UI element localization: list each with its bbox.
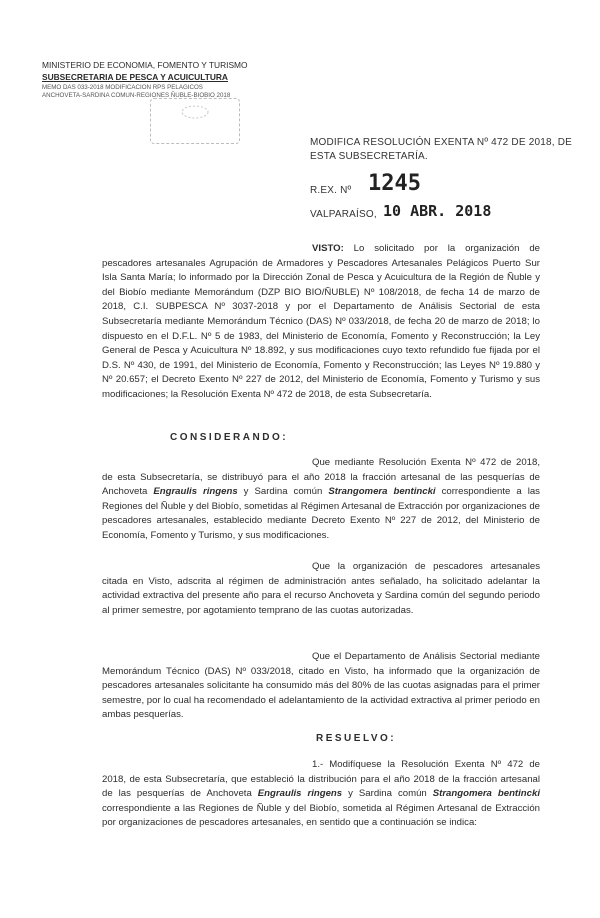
stamp-seal-icon: [180, 105, 210, 119]
visto-section: [102, 242, 540, 403]
reference-line-2: ESTA SUBSECRETARÍA.: [310, 151, 428, 162]
considerando-p1-text-a: Que mediante Resolución Exenta Nº 472 de 2018, de esta Subsecretaría, se distribuyó para el año 2018 la fracción artesanal de las pesquerías de Anchoveta: [102, 457, 540, 498]
resuelvo-p1-text-c: correspondiente a las Regiones de Ñuble y del Biobío, sometida al Régimen Artesanal de Extracción por organizaciones de pescadores artesanales, en sentido que a continuación se indica:: [102, 802, 540, 829]
visto-label: VISTO:: [312, 243, 344, 254]
considerando-paragraph-2: [102, 560, 540, 618]
reference-line-1: MODIFICA RESOLUCIÓN EXENTA Nº 472 DE 2018, DE: [310, 137, 572, 148]
ministry-name: MINISTERIO DE ECONOMIA, FOMENTO Y TURISMO: [42, 60, 248, 70]
resolution-date: 10 ABR. 2018: [383, 202, 492, 220]
species-name: Strangomera bentincki: [328, 486, 436, 498]
considerando-paragraph-1: [102, 456, 540, 544]
city-label: VALPARAÍSO,: [310, 209, 377, 220]
office-stamp: [150, 98, 240, 144]
memo-line-1: MEMO DAS 033-2018 MODIFICACION RPS PELAGICOS: [42, 84, 203, 91]
subsecretaria-name: SUBSECRETARIA DE PESCA Y ACUICULTURA: [42, 72, 228, 82]
rex-number: 1245: [368, 171, 421, 196]
considerando-p3-text: Que el Departamento de Análisis Sectorial mediante Memorándum Técnico (DAS) Nº 033/2018, citado en Visto, ha informado que la organización de pescadores artesanales solicitante ha consumido más del 80% de las cuotas asignadas para el primer semestre, por lo cual ha recomendado el adelantamiento de la actividad extractiva al primer periodo en ambas pesquerías.: [102, 651, 540, 721]
species-name: Engraulis ringens: [153, 486, 238, 498]
considerando-paragraph-3: [102, 650, 540, 723]
memo-line-2: ANCHOVETA-SARDINA COMUN-REGIONES ÑUBLE-BIOBIO 2018: [42, 92, 231, 99]
species-name: Strangomera bentincki: [432, 788, 540, 800]
considerando-title: CONSIDERANDO:: [170, 432, 289, 443]
resuelvo-paragraph-1: [102, 758, 540, 831]
species-name: Engraulis ringens: [257, 788, 343, 800]
considerando-p2-text: Que la organización de pescadores artesanales citada en Visto, adscrita al régimen de administración antes señalado, ha solicitado adelantar la actividad extractiva del presente año para el recurso Anchoveta y Sardina común del segundo periodo al primer semestre, por agotamiento temprano de las cuotas autorizadas.: [102, 561, 540, 616]
rex-label: R.EX. Nº: [310, 185, 352, 196]
considerando-p1-text-c: correspondiente a las Regiones del Ñuble y del Biobío, sometidas al Régimen Artesanal de Extracción por organizaciones de pescadores artesanales, establecido mediante Decreto Exento Nº 227 de 2012, del Ministerio de Economía, Fomento y Turismo, y sus modificaciones.: [102, 486, 540, 541]
resuelvo-p1-text-a: 1.- Modifíquese la Resolución Exenta Nº 472 de 2018, de esta Subsecretaría, que estableció la distribución para el año 2018 de la fracción artesanal de las pesquerías de Anchoveta: [102, 759, 540, 800]
visto-text: Lo solicitado por la organización de pescadores artesanales Agrupación de Armadores y Pescadores Artesanales Pelágicos Puerto Sur Isla Santa María; lo informado por la Dirección Zonal de Pesca y Acuicultura de la Región de Ñuble y del Biobío mediante Memorándum (DZP BIO BIO/ÑUBLE) Nº 108/2018, de fecha 14 de marzo de 2018, C.I. SUBPESCA Nº 3037-2018 y por el Departamento de Análisis Sectorial de esta Subsecretaría mediante Memorándum Técnico (DAS) Nº 033/2018, de fecha 20 de marzo de 2018; lo dispuesto en el D.F.L. Nº 5 de 1983, del Ministerio de Economía, Fomento y Reconstrucción; la Ley General de Pesca y Acuicultura Nº 18.892, y sus modificaciones cuyo texto refundido fue fijada por el D.S. Nº 430, de 1991, del Ministerio de Economía, Fomento y Reconstrucción; las Leyes Nº 19.880 y Nº 20.657; el Decreto Exento Nº 227 de 2012, del Ministerio de Economía, Fomento y Turismo y sus modificaciones; la Resolución Exenta Nº 472 de 2018, de esta Subsecretaría.: [102, 243, 540, 400]
considerando-p1-text-b: y Sardina común: [237, 486, 329, 498]
resuelvo-p1-text-b: y Sardina común: [342, 788, 433, 800]
resuelvo-title: RESUELVO:: [316, 733, 397, 744]
